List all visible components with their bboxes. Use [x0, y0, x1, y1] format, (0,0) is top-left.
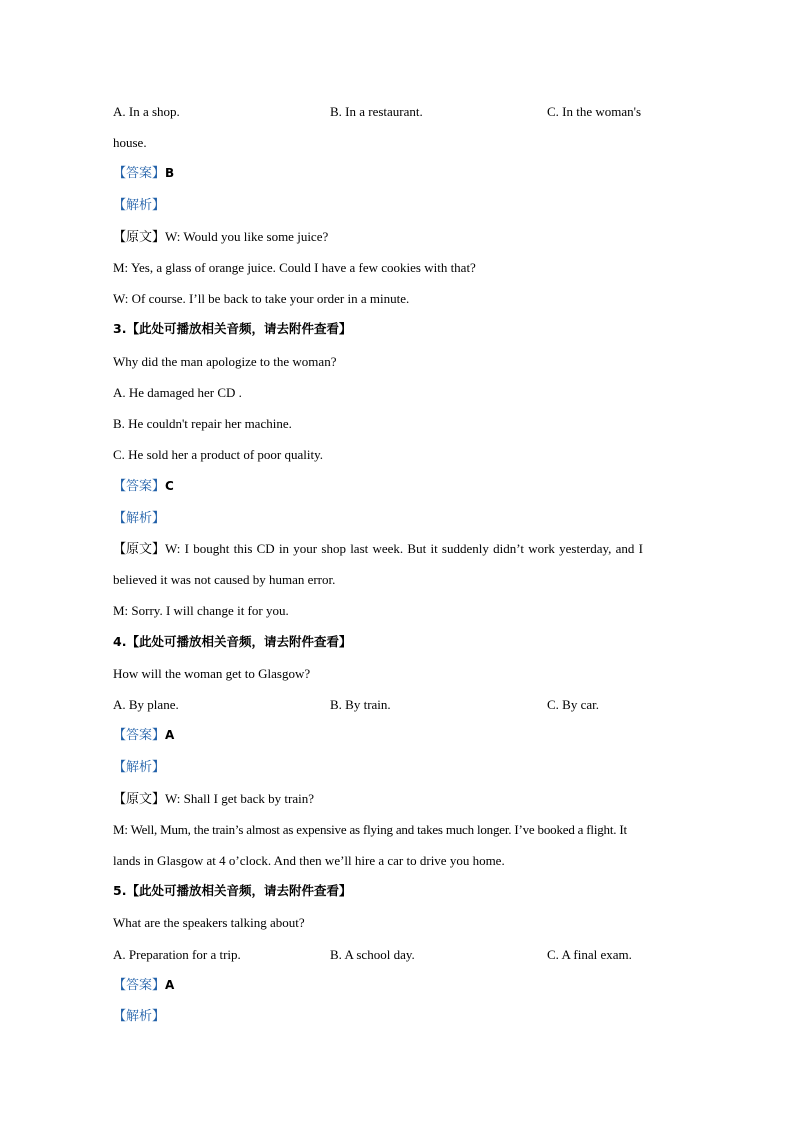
- q4-answer-line: [113, 727, 174, 744]
- q4-analysis-line: [113, 759, 165, 776]
- q2-option-b: B. In a restaurant.: [330, 104, 423, 119]
- q4-option-a: A. By plane.: [113, 697, 179, 712]
- q3-header: 3.【此处可播放相关音频，请去附件查看】: [113, 321, 352, 336]
- q2-transcript-line-2: M: Yes, a glass of orange juice. Could I have a few cookies with that?: [113, 260, 476, 275]
- q5-analysis-line: [113, 1008, 165, 1025]
- q4-transcript-line-1: [113, 791, 314, 808]
- answer-tag: 【答案】: [113, 479, 166, 494]
- q5-answer: A: [165, 978, 175, 992]
- answer-tag: 【答案】: [113, 166, 166, 181]
- analysis-tag: 【解析】: [113, 198, 166, 213]
- transcript-text: W: Shall I get back by train?: [165, 791, 314, 806]
- q2-answer: B: [165, 166, 175, 180]
- q2-transcript-line-1: [113, 229, 328, 246]
- q4-header: 4.【此处可播放相关音频，请去附件查看】: [113, 634, 352, 649]
- q2-option-a: A. In a shop.: [113, 104, 180, 119]
- q4-transcript-line-3: lands in Glasgow at 4 o’clock. And then we’ll hire a car to drive you home.: [113, 853, 505, 868]
- analysis-tag: 【解析】: [113, 760, 166, 775]
- q5-option-a: A. Preparation for a trip.: [113, 947, 241, 962]
- q3-analysis-line: [113, 510, 165, 527]
- q4-option-b: B. By train.: [330, 697, 391, 712]
- q3-question: Why did the man apologize to the woman?: [113, 354, 337, 369]
- transcript-text: W: Would you like some juice?: [165, 229, 329, 244]
- q3-option-c: C. He sold her a product of poor quality.: [113, 447, 323, 462]
- analysis-tag: 【解析】: [113, 1009, 166, 1024]
- answer-tag: 【答案】: [113, 728, 166, 743]
- q3-answer-line: [113, 478, 174, 495]
- q2-transcript-line-3: W: Of course. I’ll be back to take your order in a minute.: [113, 291, 410, 306]
- q3-option-b: B. He couldn't repair her machine.: [113, 416, 292, 431]
- analysis-tag: 【解析】: [113, 511, 166, 526]
- q4-transcript-line-2: M: Well, Mum, the train’s almost as expensive as flying and takes much longer. I’ve booked a flight. It: [113, 822, 627, 837]
- q5-header: 5.【此处可播放相关音频，请去附件查看】: [113, 883, 352, 898]
- q3-transcript-line-2: believed it was not caused by human error.: [113, 572, 336, 587]
- q3-option-a: A. He damaged her CD .: [113, 385, 242, 400]
- q4-answer: A: [165, 728, 175, 742]
- q4-question: How will the woman get to Glasgow?: [113, 666, 311, 681]
- q5-answer-line: [113, 977, 174, 994]
- q2-option-c-continued: house.: [113, 135, 147, 150]
- transcript-text: W: I bought this CD in your shop last week. But it suddenly didn’t work yesterday, and I: [165, 541, 643, 556]
- q5-option-c: C. A final exam.: [547, 947, 632, 962]
- transcript-tag: 【原文】: [113, 542, 166, 557]
- transcript-tag: 【原文】: [113, 230, 166, 245]
- q3-transcript-line-1: [113, 541, 643, 558]
- q2-answer-line: [113, 165, 174, 182]
- q3-answer: C: [165, 479, 174, 493]
- q3-transcript-line-3: M: Sorry. I will change it for you.: [113, 603, 289, 618]
- answer-tag: 【答案】: [113, 978, 166, 993]
- q4-option-c: C. By car.: [547, 697, 599, 712]
- q2-option-c: C. In the woman's: [547, 104, 642, 119]
- transcript-tag: 【原文】: [113, 792, 166, 807]
- q5-question: What are the speakers talking about?: [113, 915, 305, 930]
- q5-option-b: B. A school day.: [330, 947, 415, 962]
- q2-analysis-line: [113, 197, 165, 214]
